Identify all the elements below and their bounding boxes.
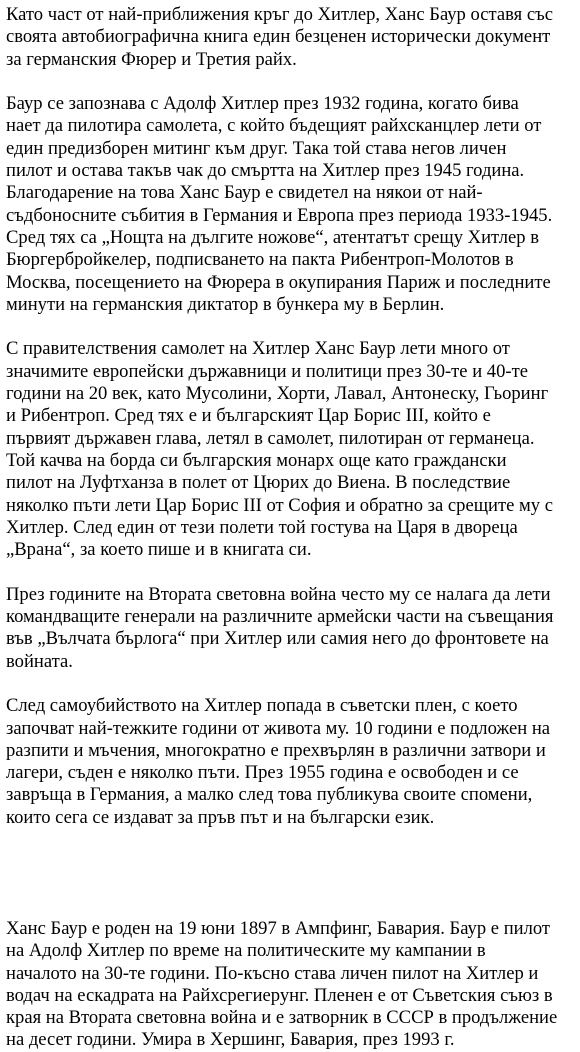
author-bio-paragraph: Ханс Баур е роден на 19 юни 1897 в Ампфинг, Бавария. Баур е пилот на Адолф Хитлер по време на политическите му кампании в началото на 30-те години. По-късно става личен пилот на Хитлер и водач на ескадрата на Райхсрегиерунг. Пленен е от Съветския съюз в края на Втората световна война и е затворник в СССР в продължение на десет години. Умира в Хершинг, Бавария, през 1993 г. xyxy=(6,917,558,1051)
statesmen-flights-paragraph: С правителствения самолет на Хитлер Ханс Баур лети много от значимите европейски държавници и политици през 30-те и 40-те години на 20 век, като Мусолини, Хорти, Лавал, Антонеску, Гьоринг и Рибентроп. Сред тях е и българският Цар Борис III, който е първият държавен глава, летял в самолет, пилотиран от германеца. Той качва на борда си българския монарх още като граждански пилот на Луфтханза в полет от Цюрих до Виена. В последствие няколко пъти лети Цар Борис III от София и обратно за срещите му с Хитлер. След един от тези полети той гостува на Царя в двореца „Врана“, за което пише и в книгата си. xyxy=(6,338,553,561)
paragraph-spacer xyxy=(6,316,578,338)
section-spacer xyxy=(6,829,578,918)
pilot-career-paragraph: Баур се запознава с Адолф Хитлер през 1932 година, когато бива нает да пилотира самолета, с който бъдещият райхсканцлер лети от един предизборен митинг към друг. Така той става негов личен пилот и остава такъв чак до смъртта на Хитлер през 1945 година. Благодарение на това Ханс Баур е свидетел на някои от най- съдбоносните събития в Германия и Европа през периода 1933-1945. Сред тях са „Нощта на дългите ножове“, атентатът срещу Хитлер в Бюргербройкелер, подписването на пакта Рибентроп-Молотов в Москва, посещението на Фюрера в окупирания Париж и последните минути на германския диктатор в бункера му в Берлин. xyxy=(6,93,553,315)
intro-paragraph: Като част от най-приближения кръг до Хитлер, Ханс Баур оставя със своята автобиографична книга един безценен исторически документ за германския Фюрер и Третия райх. xyxy=(6,4,553,70)
document-page xyxy=(6,4,578,1052)
paragraph-spacer xyxy=(6,673,578,695)
war-years-paragraph: През годините на Втората световна война често му се налага да лети командващите генерали на различните армейски части на съвещания във „Вълчата бърлога“ при Хитлер или самия него до фронтовете на войната. xyxy=(6,583,554,672)
paragraph-spacer xyxy=(6,561,578,583)
captivity-paragraph: След самоубийството на Хитлер попада в съветски плен, с което започват най-тежките години от живота му. 10 години е подложен на разпити и мъчения, многократно е прехвърлян в различни затвори и лагери, съден е няколко пъти. През 1955 година е освободен и се завръща в Германия, а малко след това публикува своите спомени, които сега се издават за пръв път и на български език. xyxy=(6,695,551,828)
paragraph-spacer xyxy=(6,71,578,93)
